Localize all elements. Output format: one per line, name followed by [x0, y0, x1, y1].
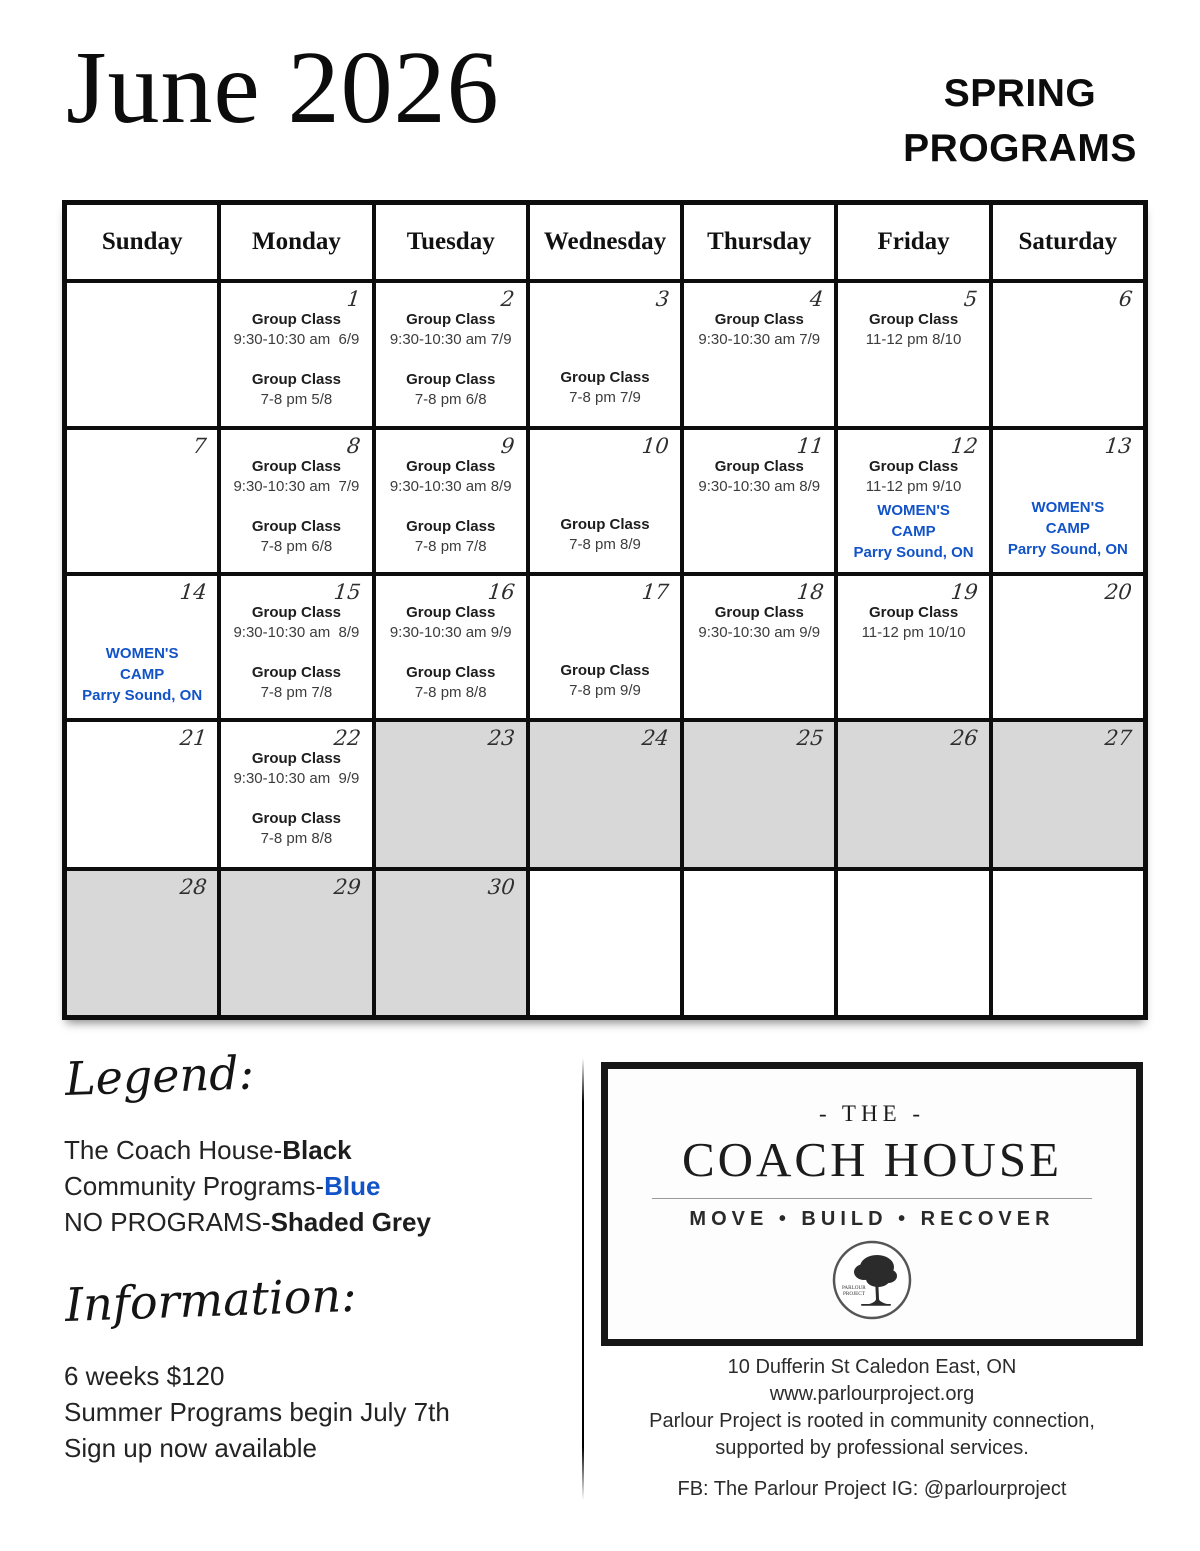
day-number: 16 [486, 580, 517, 604]
calendar-cell-13 [991, 428, 1145, 574]
event-time: 7-8 pm 5/8 [260, 391, 333, 408]
event-time: 9:30-10:30 am 8/9 [698, 478, 821, 495]
event-title: Group Class [714, 458, 804, 475]
group-class-event [530, 661, 680, 701]
footer-website-link[interactable] [601, 1381, 1143, 1408]
calendar-cell-16 [374, 574, 528, 720]
legend-item [64, 1132, 431, 1168]
event-title: Group Class [251, 604, 342, 621]
calendar-cell-14 [65, 574, 219, 720]
calendar-cell-2 [374, 281, 528, 428]
legend-item-value: Blue [324, 1171, 381, 1201]
day-number: 17 [641, 580, 671, 604]
group-class-event [376, 457, 526, 497]
footer-blurb-line1: Parlour Project is rooted in community connection, [649, 1410, 1095, 1432]
calendar-cell-28 [65, 869, 219, 1017]
group-class-event [221, 517, 371, 557]
day-number: 13 [1104, 434, 1134, 458]
day-number: 25 [795, 726, 825, 750]
event-time: 7-8 pm 6/8 [260, 538, 333, 555]
event-title: Group Class [560, 369, 650, 386]
day-number: 8 [345, 434, 362, 458]
camp-line: WOMEN'S [105, 645, 179, 662]
event-title: Group Class [714, 604, 804, 621]
day-number: 10 [641, 434, 671, 458]
calendar-cell-25 [682, 720, 836, 869]
group-class-event [376, 370, 526, 410]
legend-lines [64, 1132, 431, 1240]
legend-heading: Legend: [64, 1045, 255, 1106]
event-title: Group Class [251, 311, 342, 328]
camp-line: WOMEN'S [1031, 499, 1105, 516]
group-class-event [221, 663, 371, 703]
event-title: Group Class [868, 458, 959, 475]
calendar-cell-18 [682, 574, 836, 720]
camp-line: Parry Sound, ON [1007, 541, 1128, 558]
group-class-event [221, 310, 371, 350]
day-header-sunday: Sunday [65, 203, 219, 281]
event-title: Group Class [251, 371, 342, 388]
calendar-cell-30 [374, 869, 528, 1017]
day-header-thursday: Thursday [682, 203, 836, 281]
day-number: 27 [1104, 726, 1134, 750]
event-title: Group Class [251, 810, 342, 827]
calendar-cell-21 [65, 720, 219, 869]
womens-camp-event [67, 643, 217, 706]
legend-item-label: NO PROGRAMS- [64, 1207, 271, 1237]
footer [601, 1354, 1143, 1503]
group-class-event [221, 370, 371, 410]
brand-divider-rule [652, 1198, 1092, 1199]
day-number: 5 [963, 287, 979, 311]
calendar-cell-1 [219, 281, 373, 428]
day-number: 3 [654, 287, 671, 311]
information-line: Summer Programs begin July 7th [64, 1397, 450, 1427]
day-number: 23 [486, 726, 517, 750]
day-number: 14 [178, 580, 208, 604]
calendar-cell-8 [219, 428, 373, 574]
calendar-cell-29 [219, 869, 373, 1017]
legend-item-label: The Coach House- [64, 1135, 283, 1165]
parlour-project-tree-logo-icon [608, 1239, 1136, 1326]
event-time: 11-12 pm 10/10 [861, 624, 966, 641]
group-class-event [376, 310, 526, 350]
season-programs-label [896, 66, 1144, 176]
camp-line: CAMP [120, 666, 165, 683]
legend-item-label: Community Programs- [64, 1171, 325, 1201]
day-number: 12 [949, 434, 979, 458]
calendar-cell-empty [836, 869, 990, 1017]
logo-text-parlour: PARLOUR [842, 1285, 866, 1291]
event-title: Group Class [251, 518, 342, 535]
calendar-cell-17 [528, 574, 682, 720]
event-title: Group Class [251, 750, 342, 767]
day-number: 29 [332, 875, 362, 899]
legend-item-value: Black [282, 1135, 352, 1165]
day-number: 26 [949, 726, 979, 750]
camp-line: Parry Sound, ON [853, 544, 974, 561]
calendar-cell-23 [374, 720, 528, 869]
event-time: 9:30-10:30 am 7/9 [233, 478, 360, 495]
event-time: 9:30-10:30 am 7/9 [698, 331, 821, 348]
calendar-cell-4 [682, 281, 836, 428]
event-title: Group Class [560, 662, 650, 679]
event-time: 9:30-10:30 am 9/9 [698, 624, 821, 641]
group-class-event [221, 603, 371, 643]
group-class-event [838, 457, 988, 497]
day-header-friday: Friday [836, 203, 990, 281]
event-time: 11-12 pm 8/10 [865, 331, 962, 348]
day-number: 4 [808, 287, 825, 311]
event-time: 9:30-10:30 am 9/9 [389, 624, 512, 641]
event-time: 7-8 pm 7/8 [414, 538, 487, 555]
event-title: Group Class [406, 371, 496, 388]
day-number: 6 [1117, 287, 1134, 311]
coach-house-brand-box [601, 1062, 1143, 1346]
website-url[interactable]: www.parlourproject.org [769, 1383, 975, 1405]
group-class-event [221, 809, 371, 849]
calendar-cell-6 [991, 281, 1145, 428]
event-time: 9:30-10:30 am 8/9 [389, 478, 512, 495]
legend-item-value: Shaded Grey [270, 1207, 431, 1237]
calendar-cell-empty [65, 281, 219, 428]
day-number: 22 [332, 726, 362, 750]
day-number: 30 [486, 875, 517, 899]
event-title: Group Class [868, 604, 959, 621]
information-line: 6 weeks $120 [64, 1361, 225, 1391]
day-header-tuesday: Tuesday [374, 203, 528, 281]
day-number: 28 [178, 875, 208, 899]
event-title: Group Class [406, 311, 496, 328]
event-title: Group Class [406, 518, 496, 535]
event-title: Group Class [560, 516, 650, 533]
day-number: 18 [795, 580, 825, 604]
camp-line: WOMEN'S [877, 502, 950, 519]
event-title: Group Class [406, 604, 496, 621]
calendar-cell-5 [836, 281, 990, 428]
camp-line: Parry Sound, ON [82, 687, 203, 704]
calendar-cell-empty [528, 869, 682, 1017]
logo-text-project: PROJECT [843, 1291, 865, 1297]
information-lines [64, 1358, 450, 1466]
group-class-event [684, 603, 834, 643]
footer-address: 10 Dufferin St Caledon East, ON [727, 1356, 1017, 1378]
group-class-event [376, 517, 526, 557]
calendar-cell-20 [991, 574, 1145, 720]
day-number: 9 [500, 434, 517, 458]
day-number: 24 [641, 726, 671, 750]
day-number: 20 [1104, 580, 1134, 604]
group-class-event [838, 603, 988, 643]
group-class-event [530, 368, 680, 408]
group-class-event [684, 457, 834, 497]
day-number: 11 [795, 434, 825, 458]
calendar-cell-7 [65, 428, 219, 574]
day-header-wednesday: Wednesday [528, 203, 682, 281]
calendar-cell-19 [836, 574, 990, 720]
event-time: 11-12 pm 9/10 [865, 478, 962, 495]
womens-camp-event [993, 497, 1143, 560]
calendar-cell-15 [219, 574, 373, 720]
event-title: Group Class [714, 311, 804, 328]
brand-the-label: - THE - [818, 1101, 926, 1126]
vertical-divider [582, 1058, 584, 1500]
event-time: 9:30-10:30 am 8/9 [233, 624, 360, 641]
event-time: 9:30-10:30 am 7/9 [389, 331, 512, 348]
footer-social: FB: The Parlour Project IG: @parlourproject [677, 1478, 1067, 1500]
day-number: 19 [949, 580, 979, 604]
event-time: 9:30-10:30 am 9/9 [233, 770, 360, 787]
calendar-cell-26 [836, 720, 990, 869]
group-class-event [221, 749, 371, 789]
group-class-event [530, 515, 680, 555]
day-number: 21 [178, 726, 208, 750]
brand-name: COACH HOUSE [681, 1132, 1063, 1187]
calendar-cell-27 [991, 720, 1145, 869]
brand-tagline: MOVE • BUILD • RECOVER [689, 1208, 1055, 1230]
event-title: Group Class [251, 664, 342, 681]
day-number: 7 [191, 434, 208, 458]
event-time: 9:30-10:30 am 6/9 [233, 331, 360, 348]
event-title: Group Class [406, 458, 496, 475]
calendar-cell-10 [528, 428, 682, 574]
event-time: 7-8 pm 7/9 [569, 389, 641, 406]
event-time: 7-8 pm 8/9 [569, 536, 641, 553]
camp-line: CAMP [891, 523, 936, 540]
season-line1: SPRING [943, 72, 1097, 115]
womens-camp-event [838, 500, 988, 563]
calendar-cell-11 [682, 428, 836, 574]
season-line2: PROGRAMS [903, 127, 1137, 170]
calendar-cell-empty [682, 869, 836, 1017]
group-class-event [376, 663, 526, 703]
event-time: 7-8 pm 6/8 [414, 391, 487, 408]
calendar-cell-9 [374, 428, 528, 574]
camp-line: CAMP [1045, 520, 1090, 537]
event-title: Group Class [251, 458, 342, 475]
day-header-monday: Monday [219, 203, 373, 281]
group-class-event [376, 603, 526, 643]
day-number: 2 [500, 287, 517, 311]
legend-item [64, 1204, 431, 1240]
event-title: Group Class [406, 664, 496, 681]
calendar-cell-24 [528, 720, 682, 869]
group-class-event [221, 457, 371, 497]
event-time: 7-8 pm 8/8 [414, 684, 487, 701]
calendar-cell-12 [836, 428, 990, 574]
information-heading: Information: [64, 1267, 358, 1332]
day-header-saturday: Saturday [991, 203, 1145, 281]
information-line: Sign up now available [64, 1433, 317, 1463]
calendar-cell-22 [219, 720, 373, 869]
group-class-event [838, 310, 988, 350]
calendar-cell-3 [528, 281, 682, 428]
june-calendar-grid [62, 200, 1148, 1020]
page-title: June 2026 [66, 30, 500, 145]
calendar-cell-empty [991, 869, 1145, 1017]
event-time: 7-8 pm 8/8 [260, 830, 333, 847]
event-title: Group Class [868, 311, 959, 328]
day-number: 1 [345, 287, 362, 311]
event-time: 7-8 pm 9/9 [569, 682, 641, 699]
legend-item [64, 1168, 431, 1204]
day-number: 15 [332, 580, 362, 604]
group-class-event [684, 310, 834, 350]
footer-blurb-line2: supported by professional services. [715, 1437, 1029, 1459]
event-time: 7-8 pm 7/8 [260, 684, 333, 701]
